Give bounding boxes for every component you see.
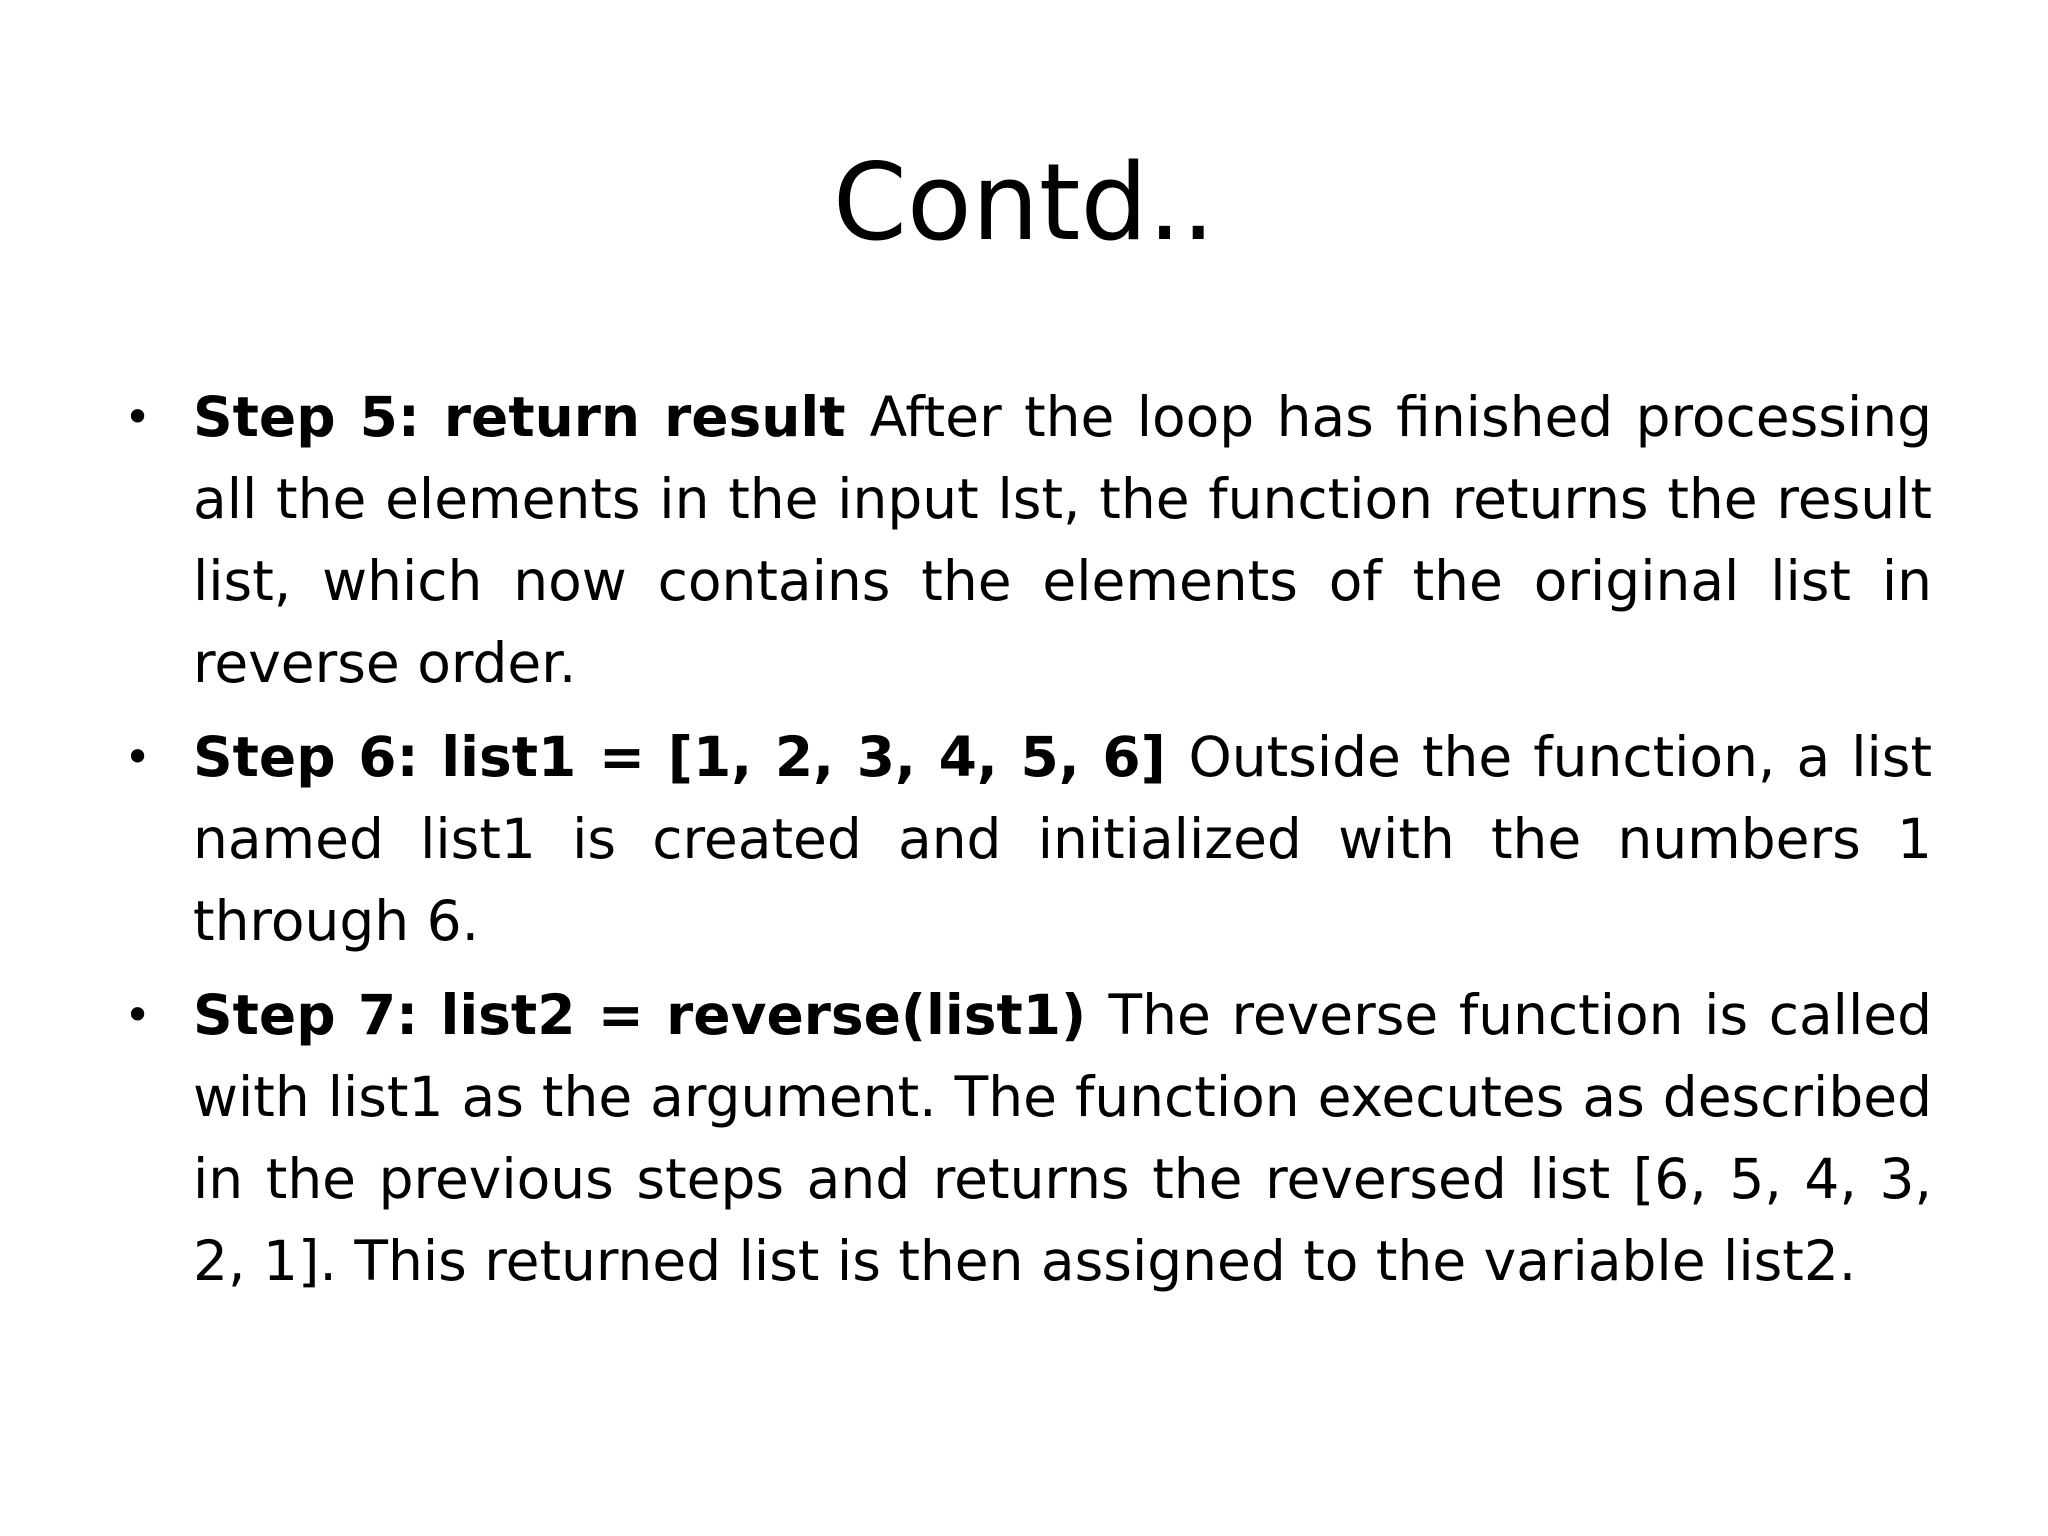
bullet-heading: Step 6: list1 = [1, 2, 3, 4, 5, 6] <box>193 725 1189 789</box>
bullet-item-step-5 <box>120 376 1932 704</box>
bullet-item-step-6 <box>120 716 1932 962</box>
bullet-dot-icon: • <box>124 730 152 784</box>
bullet-dot-icon: • <box>124 988 152 1042</box>
slide-title: Contd.. <box>832 141 1216 264</box>
bullet-item-step-7 <box>120 974 1932 1302</box>
bullet-text: After the loop has finished processing all the elements in the input lst, the function returns the result list, which now contains the elements of the original list in reverse order. <box>193 385 1932 695</box>
bullet-dot-icon: • <box>124 390 152 444</box>
bullet-text: The reverse function is called with list1 as the argument. The function executes as described in the previous steps and returns the reversed list [6, 5, 4, 3, 2, 1]. This returned list is then assigned to the variable list2. <box>193 983 1932 1293</box>
bullet-heading: Step 5: return result <box>193 385 870 449</box>
bullet-heading: Step 7: list2 = reverse(list1) <box>193 983 1109 1047</box>
bullet-list <box>120 376 1932 1314</box>
bullet-text: Outside the function, a list named list1 is created and initialized with the numbers 1 through 6. <box>193 725 1933 953</box>
